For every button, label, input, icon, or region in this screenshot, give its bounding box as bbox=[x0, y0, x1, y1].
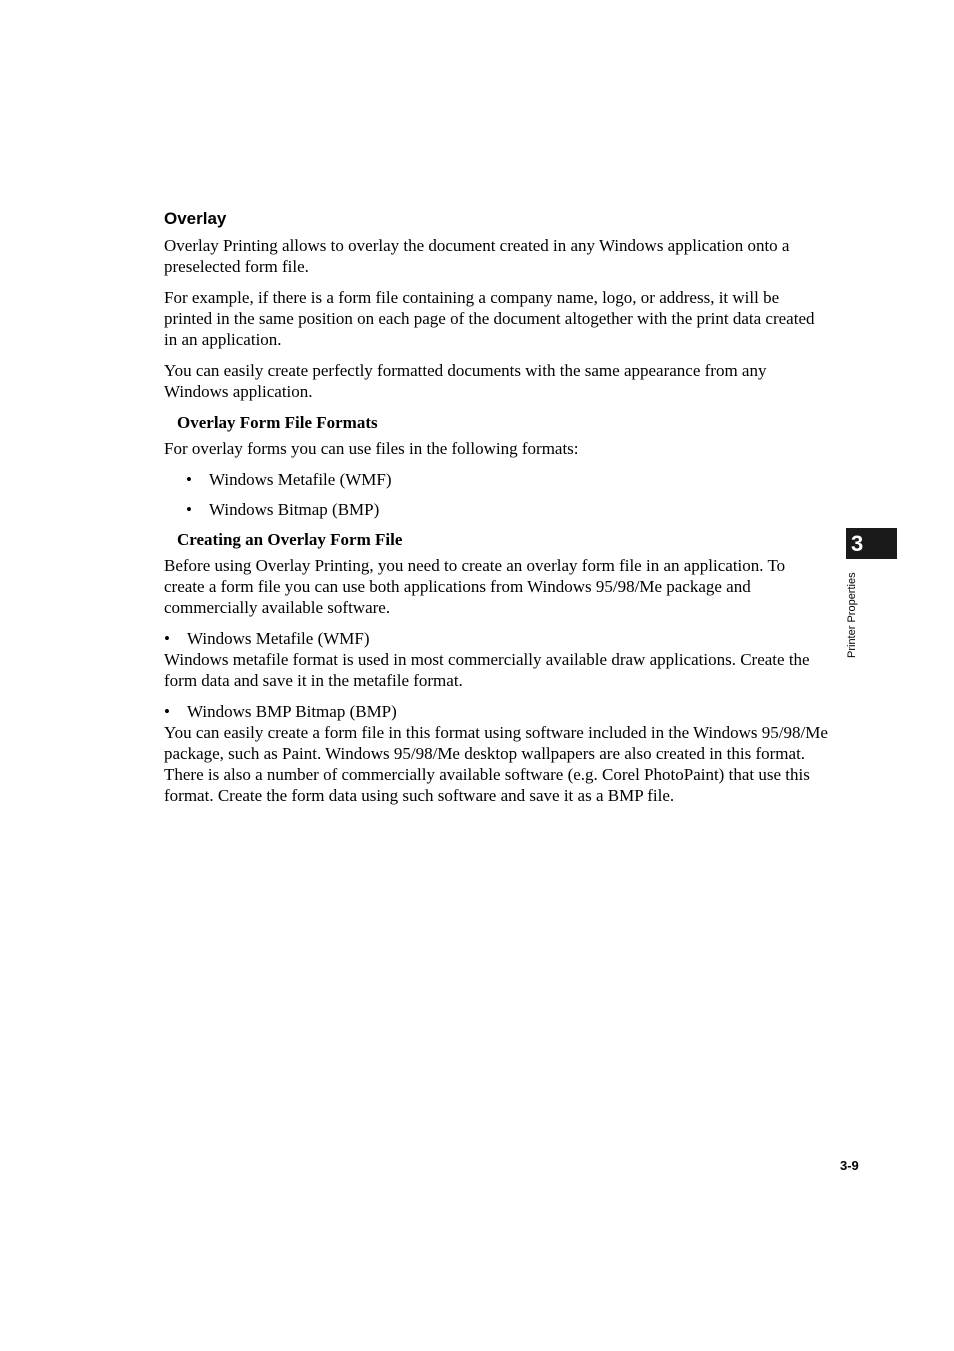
wmf-item-text: Windows metafile format is used in most commercially available draw applications. Create the form data and save it in the metafile format. bbox=[164, 650, 810, 690]
bmp-block bbox=[164, 701, 828, 806]
section-title: Overlay bbox=[164, 209, 227, 228]
list-item bbox=[164, 469, 828, 490]
wmf-block bbox=[164, 628, 828, 691]
overlay-paragraph-1: Overlay Printing allows to overlay the document created in any Windows application onto a preselected form file. bbox=[164, 236, 790, 276]
bullet-icon: • bbox=[186, 470, 192, 489]
overlay-paragraph-2: For example, if there is a form file containing a company name, logo, or address, it will be printed in the same position on each page of the document altogether with the print data created in an application. bbox=[164, 288, 815, 349]
wmf-item-label: Windows Metafile (WMF) bbox=[187, 629, 370, 648]
formats-intro: For overlay forms you can use files in the following formats: bbox=[164, 439, 579, 458]
page-number: 3-9 bbox=[840, 1158, 859, 1173]
chapter-tab: 3 bbox=[846, 528, 897, 559]
chapter-label: Printer Properties bbox=[846, 572, 858, 658]
creating-intro: Before using Overlay Printing, you need to create an overlay form file in an application. To create a form file you can use both applications from Windows 95/98/Me package and commercially available software. bbox=[164, 556, 786, 617]
formats-list bbox=[164, 469, 828, 520]
bullet-icon: • bbox=[164, 629, 170, 648]
overlay-paragraph-3: You can easily create perfectly formatted documents with the same appearance from any Windows application. bbox=[164, 361, 767, 401]
bmp-item-head bbox=[164, 701, 828, 722]
list-item-label: Windows Metafile (WMF) bbox=[209, 470, 392, 489]
page-content bbox=[164, 208, 828, 816]
bmp-item-text: You can easily create a form file in this format using software included in the Windows 95/98/Me package, such as Paint. Windows 95/98/Me desktop wallpapers are also created in this format. There is also a number of commercially available software (e.g. Corel PhotoPaint) that use this format. Create the form data using such software and save it as a BMP file. bbox=[164, 723, 828, 805]
bullet-icon: • bbox=[186, 500, 192, 519]
wmf-item-head bbox=[164, 628, 828, 649]
list-item-label: Windows Bitmap (BMP) bbox=[209, 500, 380, 519]
formats-heading: Overlay Form File Formats bbox=[177, 413, 378, 432]
bullet-icon: • bbox=[164, 702, 170, 721]
bmp-item-label: Windows BMP Bitmap (BMP) bbox=[187, 702, 397, 721]
list-item bbox=[164, 499, 828, 520]
creating-heading: Creating an Overlay Form File bbox=[177, 530, 403, 549]
